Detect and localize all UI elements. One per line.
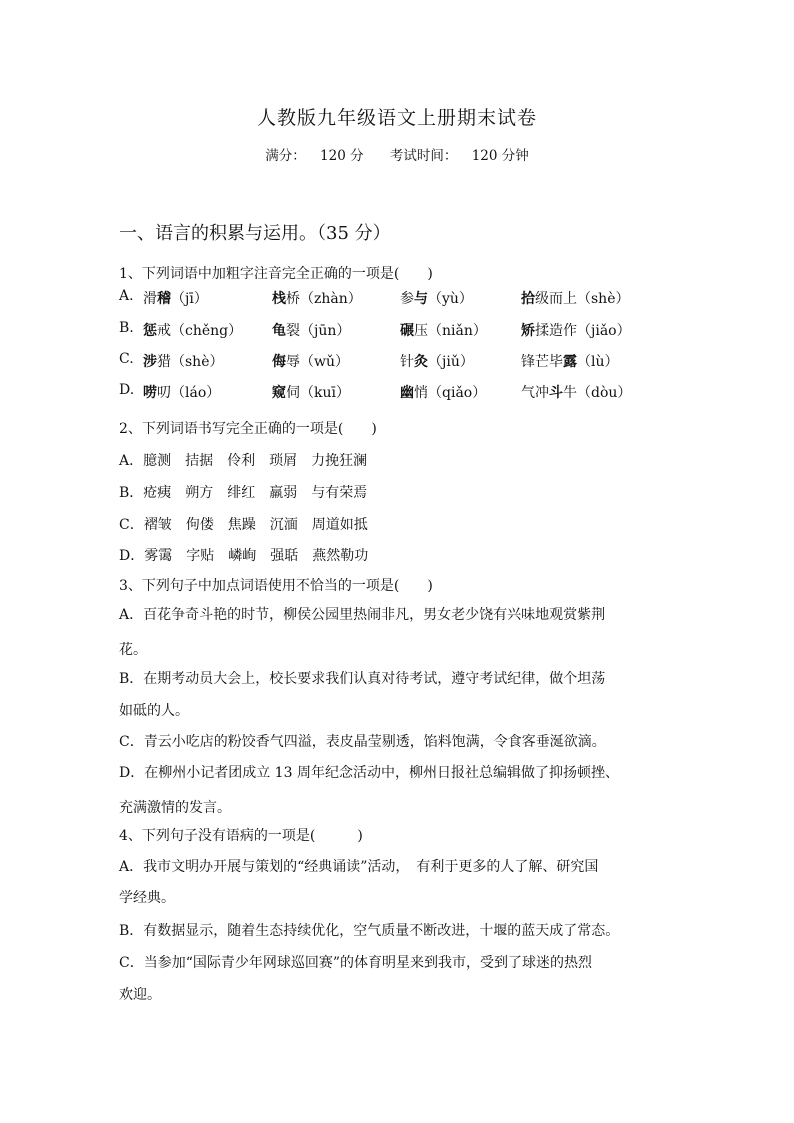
option-letter: D.	[119, 382, 135, 398]
q3-line: 花。	[119, 642, 147, 658]
q4-line: A．我市文明办开展与策划的“经典诵读”活动， 有利于更多的人了解、研究国	[119, 859, 599, 875]
option-item: 幽悄（qiǎo）	[400, 385, 487, 401]
option-letter: C.	[119, 351, 134, 367]
q4-line: B．有数据显示，随着生态持续优化，空气质量不断改进，十堰的蓝天成了常态。	[119, 923, 620, 939]
q3-line: A．百花争奇斗艳的时节，柳侯公园里热闹非凡，男女老少饶有兴味地观赏紫荆	[119, 607, 606, 623]
option-item: 拾级而上（shè）	[521, 291, 630, 307]
q3-line: C．青云小吃店的粉饺香气四溢，表皮晶莹剔透，馅料饱满，令食客垂涎欲滴。	[119, 734, 606, 750]
q4-line: C．当参加“国际青少年网球巡回赛”的体育明星来到我市，受到了球迷的热烈	[119, 955, 593, 971]
q1-stem: 1、下列词语中加粗字注音完全正确的一项是( )	[119, 266, 433, 282]
q2-option-d: D．雾霭 字贴 嶙峋 强聒 燕然勒功	[119, 548, 369, 564]
option-item: 龟裂（jūn）	[272, 323, 351, 339]
q3-line: B．在期考动员大会上，校长要求我们认真对待考试，遵守考试纪律，做个坦荡	[119, 671, 606, 687]
option-item: 侮辱（wǔ）	[272, 354, 349, 370]
option-item: 涉猎（shè）	[143, 354, 224, 370]
exam-info	[0, 144, 794, 164]
option-letter: A.	[119, 288, 134, 304]
option-letter: B.	[119, 320, 134, 336]
section-heading: 一、语言的积累与运用。（35 分）	[119, 223, 391, 244]
exam-title: 人教版九年级语文上册期末试卷	[256, 107, 537, 129]
score-value: 120 分	[320, 148, 364, 164]
q2-stem: 2、下列词语书写完全正确的一项是( )	[119, 421, 377, 437]
score-label: 满分：	[265, 148, 306, 164]
option-item: 滑稽（jī）	[143, 291, 208, 307]
q4-line: 欢迎。	[119, 987, 161, 1003]
option-item: 针灸（jiǔ）	[400, 354, 474, 370]
option-item: 碾压（niǎn）	[400, 323, 487, 339]
time-label: 考试时间：	[389, 148, 458, 164]
option-item: 惩戒（chěng）	[143, 323, 243, 339]
q3-line: 如砥的人。	[119, 703, 189, 719]
option-item: 参与（yù）	[400, 291, 473, 307]
time-value: 120 分钟	[471, 148, 529, 164]
option-item: 矫揉造作（jiǎo）	[521, 323, 631, 339]
q3-line: D．在柳州小记者团成立 13 周年纪念活动中，柳州日报社总编辑做了抑扬顿挫、	[119, 765, 619, 781]
q4-line: 学经典。	[119, 890, 175, 906]
q2-option-b: B．疮痍 朔方 绯红 羸弱 与有荣焉	[119, 485, 368, 501]
q3-line: 充满激情的发言。	[119, 800, 231, 816]
option-item: 栈桥（zhàn）	[272, 291, 362, 307]
option-item: 唠叨（láo）	[143, 385, 221, 401]
option-item: 锋芒毕露（lù）	[521, 354, 619, 370]
q4-stem: 4、下列句子没有语病的一项是( )	[119, 828, 363, 844]
q3-stem: 3、下列句子中加点词语使用不恰当的一项是( )	[119, 578, 433, 594]
q2-option-c: C．褶皱 佝偻 焦躁 沉湎 周道如抵	[119, 517, 368, 533]
q2-option-a: A．臆测 拮据 伶利 琐屑 力挽狂澜	[119, 453, 368, 469]
option-item: 窥伺（kuī）	[272, 385, 350, 401]
option-item: 气冲斗牛（dòu）	[521, 385, 632, 401]
